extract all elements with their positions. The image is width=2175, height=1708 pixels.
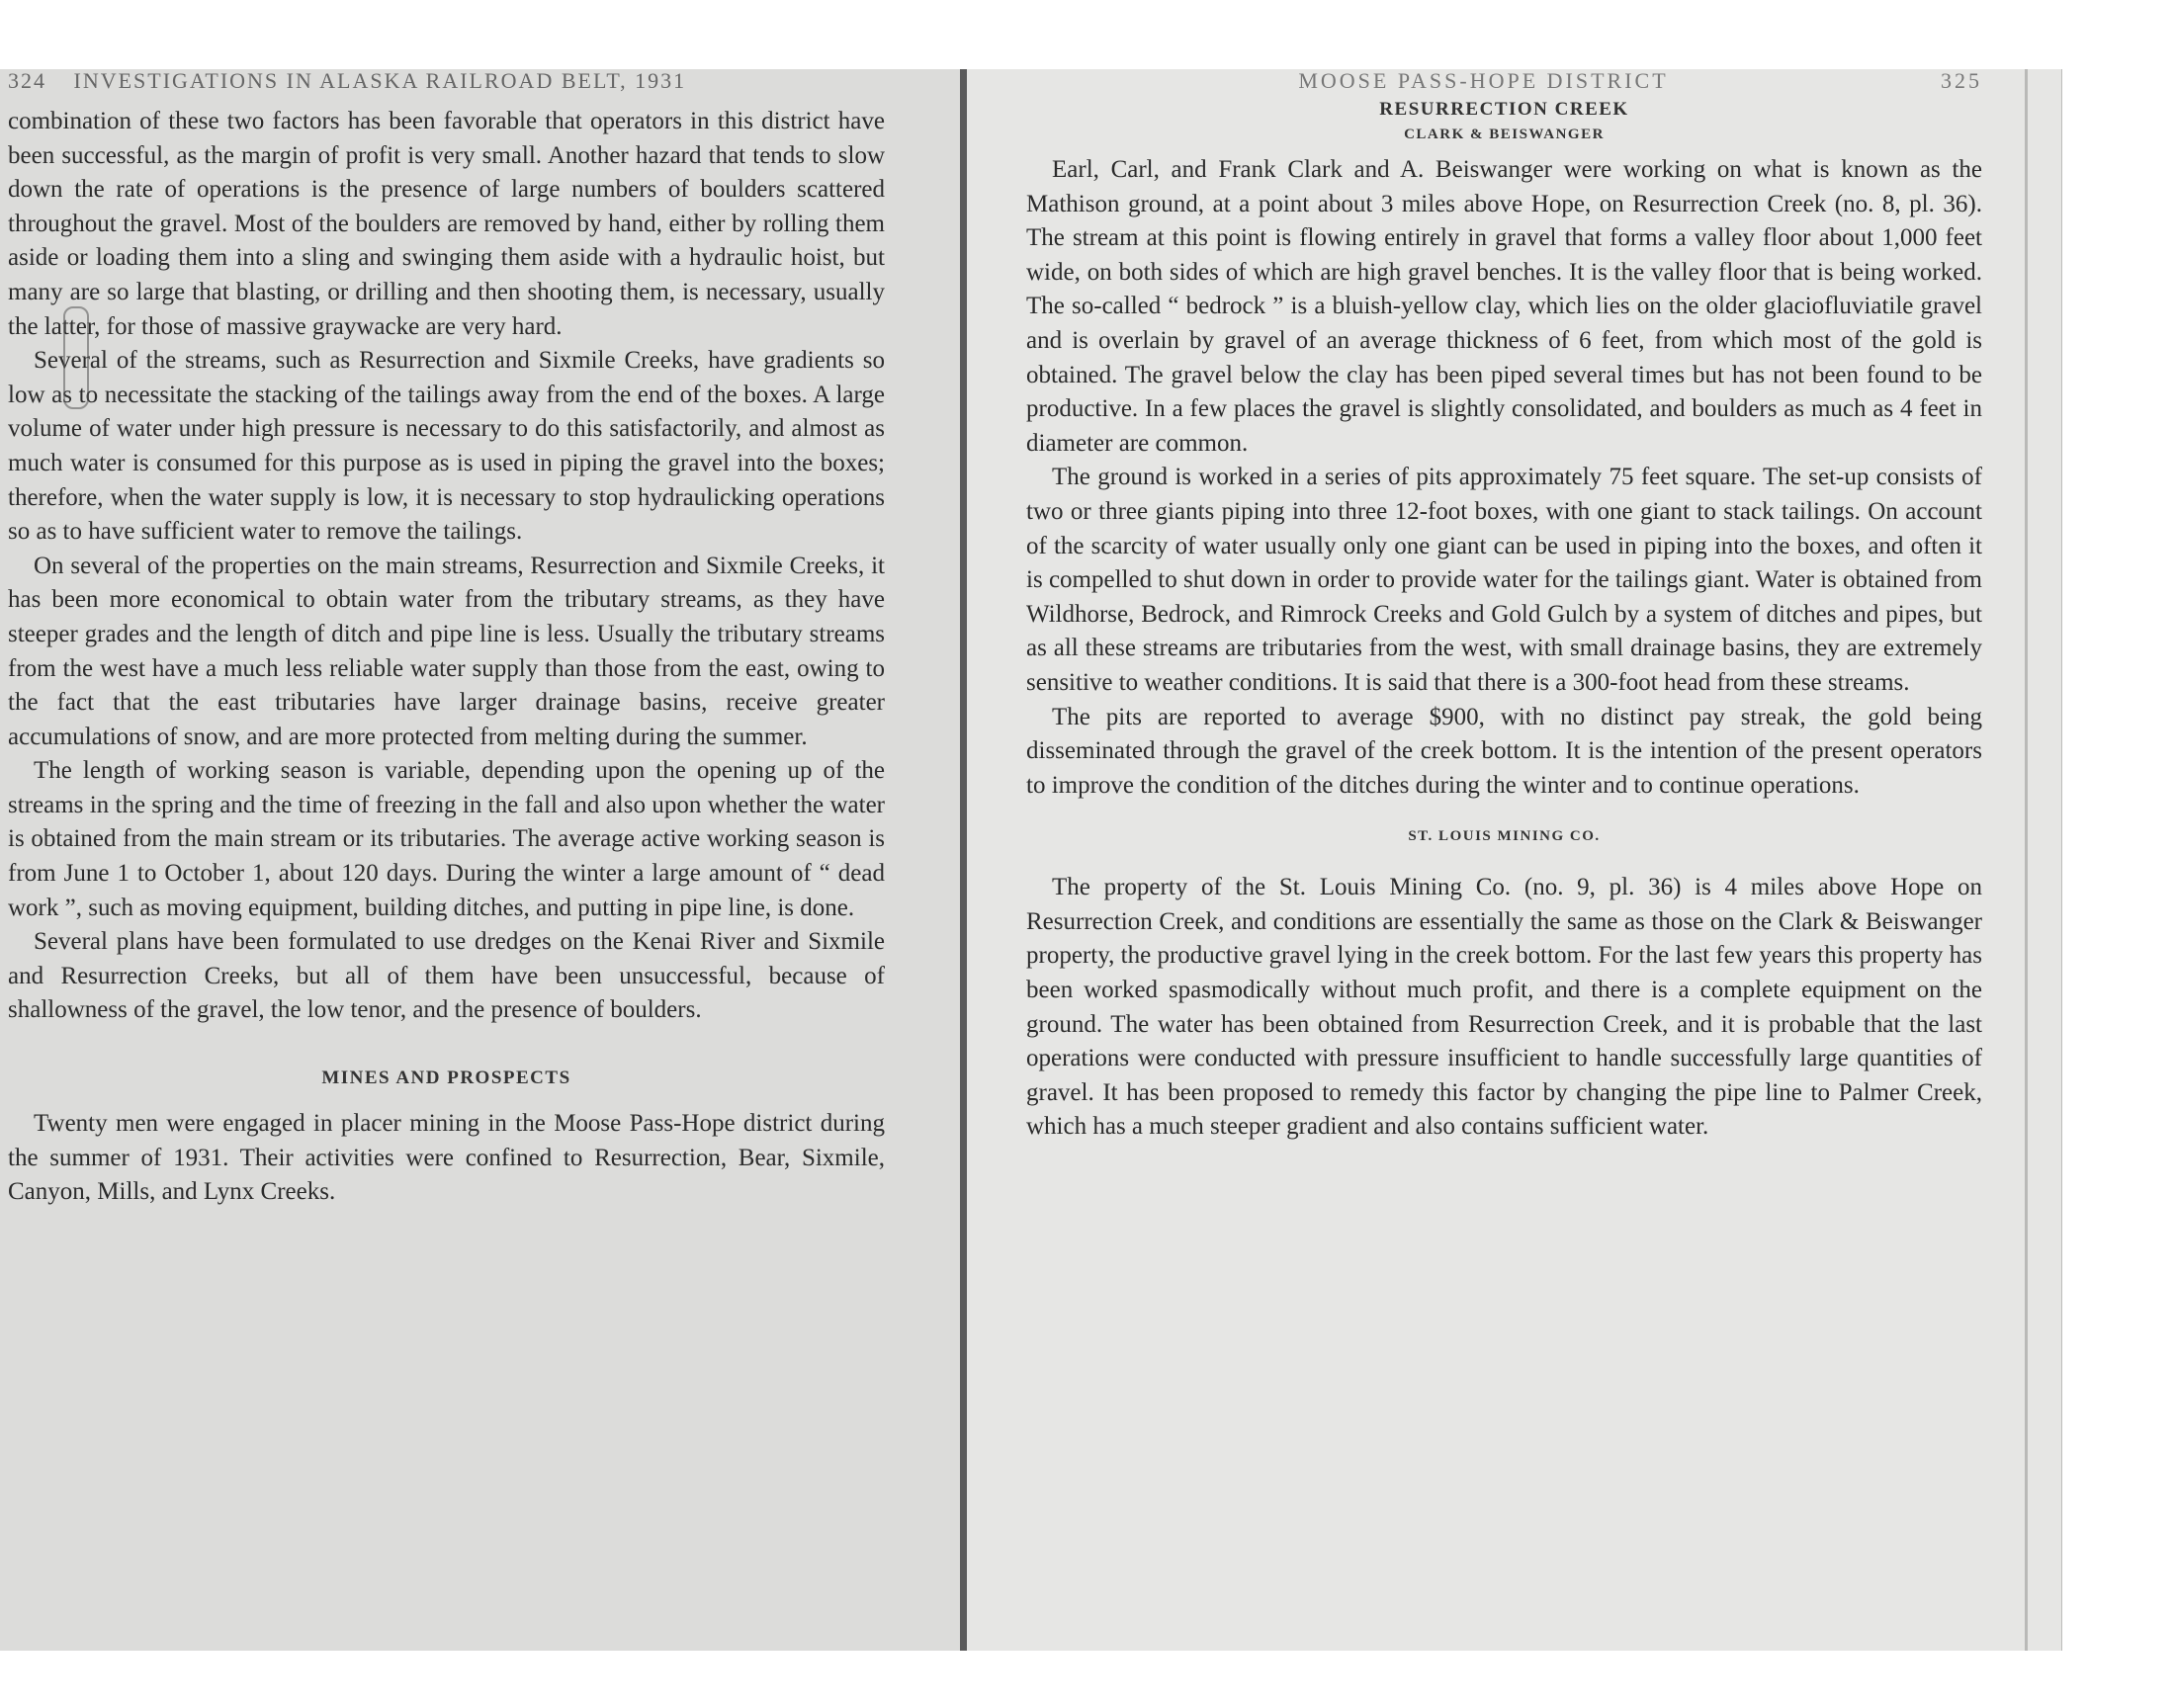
section-heading-resurrection: RESURRECTION CREEK — [1379, 99, 1629, 120]
left-paragraph: Several of the streams, such as Resurrection and Sixmile Creeks, have gradients so low as to necessitate the stacking of the tailings away from the end of the boxes. A large volume of water under high pressure is necessary to do this satisfactorily, and almost as much water is consumed for this purpose as is used in piping the gravel into the boxes; therefore, when the water supply is low, it is necessary to stop hydraulicking operations so as to have sufficient water to remove the tailings. — [8, 347, 885, 546]
left-paragraph: combination of these two factors has been favorable that operators in this district have been successful, as the margin of profit is very small. Another hazard that tends to slow down the rate of operations is the presence of large numbers of boulders scattered throughout the gravel. Most of the boulders are removed by hand, either by rolling them aside or loading them into a sling and swinging them aside with a hydraulic hoist, but many are so large that blasting, or drilling and then shooting them, is necessary, usually the latter, for those of massive graywacke are very hard. — [8, 108, 885, 340]
right-page — [967, 69, 2061, 1651]
left-page — [0, 69, 964, 1651]
book-gutter — [960, 69, 967, 1651]
left-paragraph: Several plans have been formulated to use dredges on the Kenai River and Sixmile and Resurrection Creeks, but all of them have been unsuccessful, because of shallowness of the gravel, the low tenor, and the presence of boulders. — [8, 928, 885, 1024]
right-page-number: 325 — [1941, 69, 1982, 93]
left-running-title: INVESTIGATIONS IN ALASKA RAILROAD BELT, 1931 — [73, 69, 687, 93]
right-running-head — [1026, 69, 1982, 93]
page-edge-line — [2025, 69, 2028, 1651]
scanned-spread — [0, 69, 2062, 1651]
left-running-head — [8, 69, 885, 93]
right-running-title: MOOSE PASS-HOPE DISTRICT — [1298, 69, 1669, 93]
left-paragraph: On several of the properties on the main streams, Resurrection and Sixmile Creeks, it has been more economical to obtain water from the tributary streams, as they have steeper grades and the length of ditch and pipe line is less. Usually the tributary streams from the west have a much less reliable water supply than those from the east, owing to the fact that the east tributaries have larger drainage basins, receive greater accumulations of snow, and are more protected from melting during the summer. — [8, 552, 885, 750]
right-paragraph: The property of the St. Louis Mining Co. (no. 9, pl. 36) is 4 miles above Hope on Resurrection Creek, and conditions are essentially the same as those on the Clark & Beiswanger property, the productive gravel lying in the creek bottom. For the last few years this property has been worked spasmodically without much profit, and there is a complete equipment on the ground. The water has been obtained from Resurrection Creek, and it is probable that the last operations were conducted with pressure insufficient to handle successfully large quantities of gravel. It has been proposed to remedy this factor by changing the pipe line to Palmer Creek, which has a much steeper gradient and also contains sufficient water. — [1026, 874, 1982, 1141]
right-paragraph: The ground is worked in a series of pits approximately 75 feet square. The set-up consists of two or three giants piping into three 12-foot boxes, with one giant to stack tailings. On account of the scarcity of water usually only one giant can be used in piping into the boxes, and often it is compelled to shut down in order to provide water for the tailings giant. Water is obtained from Wildhorse, Bedrock, and Rimrock Creeks and Gold Gulch by a system of ditches and pipes, but as all these streams are tributaries from the west, with small drainage basins, they are extremely sensitive to weather conditions. It is said that there is a 300-foot head from these streams. — [1026, 464, 1982, 696]
right-paragraph: Earl, Carl, and Frank Clark and A. Beiswanger were working on what is known as the Mathison ground, at a point about 3 miles above Hope, on Resurrection Creek (no. 8, pl. 36). The stream at this point is flowing entirely in gravel that forms a valley floor about 1,000 feet wide, on both sides of which are high gravel benches. It is the valley floor that is being worked. The so-called “ bedrock ” is a bluish-yellow clay, which lies on the older glaciofluviatile gravel and is overlain by gravel of an average thickness of 6 feet, from which most of the gold is obtained. The gravel below the clay has been piped several times but has not been found to be productive. In a few places the gravel is slightly consolidated, and boulders as much as 4 feet in diameter are common. — [1026, 156, 1982, 457]
section-heading-mines: MINES AND PROSPECTS — [321, 1068, 571, 1089]
right-paragraph: The pits are reported to average $900, with no distinct pay streak, the gold being disseminated through the gravel of the creek bottom. It is the intention of the present operators to improve the condition of the ditches during the winter and to continue operations. — [1026, 703, 1982, 799]
subheading-clark-beiswanger: CLARK & BEISWANGER — [1404, 127, 1605, 142]
left-closing-paragraph: Twenty men were engaged in placer mining in the Moose Pass-Hope district during the summer of 1931. Their activities were confined to Resurrection, Bear, Sixmile, Canyon, Mills, and Lynx Creeks. — [8, 1110, 885, 1206]
subheading-st-louis: ST. LOUIS MINING CO. — [1408, 828, 1601, 845]
left-page-number: 324 — [8, 69, 46, 93]
ink-stamp-mark — [63, 306, 89, 409]
left-paragraph: The length of working season is variable, depending upon the opening up of the streams in the spring and the time of freezing in the fall and also upon whether the water is obtained from the main stream or its tributaries. The average active working season is from June 1 to October 1, about 120 days. During the winter a large amount of “ dead work ”, such as moving equipment, building ditches, and putting in pipe line, is done. — [8, 757, 885, 921]
